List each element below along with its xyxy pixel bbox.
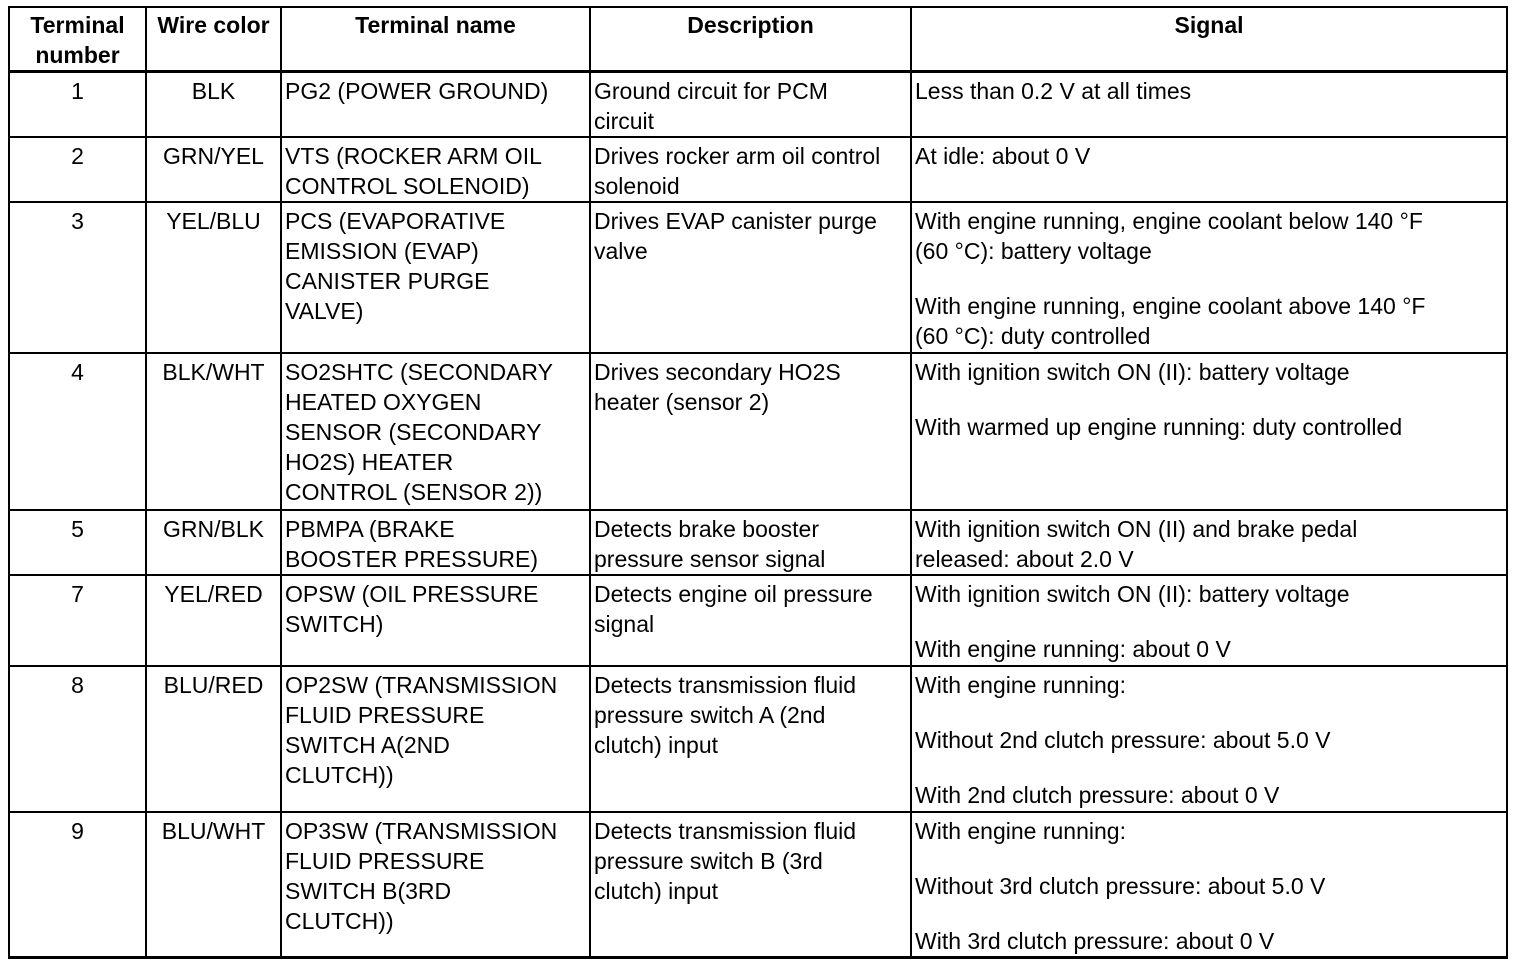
table-row — [9, 812, 1507, 958]
signal-line: With engine running, engine coolant above 140 °F — [915, 293, 1426, 319]
header-terminal-number — [9, 7, 146, 72]
terminal-number-cell: 8 — [9, 666, 146, 812]
terminal-name-cell — [281, 666, 590, 812]
terminal-name-line: OPSW (OIL PRESSURE — [285, 581, 539, 607]
terminal-name-line: SWITCH A(2ND — [285, 732, 450, 758]
terminal-name-line: OP3SW (TRANSMISSION — [285, 818, 558, 844]
signal-line: With ignition switch ON (II): battery voltage — [915, 581, 1350, 607]
signal-paragraph-gap — [915, 901, 1506, 926]
terminal-name-line: EMISSION (EVAP) — [285, 238, 479, 264]
table-body — [9, 72, 1507, 958]
terminal-name-line: CONTROL (SENSOR 2)) — [285, 479, 543, 505]
signal-line: With ignition switch ON (II) and brake pedal — [915, 516, 1358, 542]
signal-line: With engine running: — [915, 818, 1126, 844]
description-line: clutch) input — [594, 878, 719, 904]
terminal-number-cell: 3 — [9, 202, 146, 353]
terminal-number-cell: 4 — [9, 353, 146, 510]
terminal-number-cell: 2 — [9, 137, 146, 202]
signal-paragraph-gap — [915, 387, 1506, 412]
description-line: Detects transmission fluid — [594, 818, 857, 844]
terminal-number-cell: 9 — [9, 812, 146, 958]
description-cell — [590, 353, 911, 510]
terminal-name-line: CLUTCH)) — [285, 908, 394, 934]
header-terminal-number-line1: Terminal — [30, 12, 125, 38]
wire-color-cell: BLK — [146, 72, 281, 138]
terminal-name-line: PCS (EVAPORATIVE — [285, 208, 506, 234]
signal-cell — [911, 666, 1507, 812]
terminal-name-line: CLUTCH)) — [285, 762, 394, 788]
description-line: Drives secondary HO2S — [594, 359, 841, 385]
signal-line: (60 °C): battery voltage — [915, 238, 1152, 264]
terminal-name-cell — [281, 72, 590, 138]
description-line: pressure switch A (2nd — [594, 702, 826, 728]
header-signal: Signal — [911, 7, 1507, 72]
terminal-name-line: VALVE) — [285, 298, 364, 324]
description-line: Drives rocker arm oil control — [594, 143, 881, 169]
terminal-name-line: OP2SW (TRANSMISSION — [285, 672, 558, 698]
signal-line: At idle: about 0 V — [915, 143, 1091, 169]
description-line: pressure switch B (3rd — [594, 848, 823, 874]
description-line: clutch) input — [594, 732, 719, 758]
signal-cell — [911, 202, 1507, 353]
terminal-name-line: PBMPA (BRAKE — [285, 516, 455, 542]
signal-line: Without 2nd clutch pressure: about 5.0 V — [915, 727, 1331, 753]
description-line: valve — [594, 238, 648, 264]
description-cell — [590, 72, 911, 138]
table-row — [9, 72, 1507, 138]
signal-line: Less than 0.2 V at all times — [915, 78, 1192, 104]
terminal-number-cell: 7 — [9, 575, 146, 666]
table-row — [9, 202, 1507, 353]
terminal-name-line: FLUID PRESSURE — [285, 848, 485, 874]
header-row — [9, 7, 1507, 72]
terminal-name-line: BOOSTER PRESSURE) — [285, 546, 539, 572]
wire-color-cell: YEL/BLU — [146, 202, 281, 353]
terminal-name-line: SENSOR (SECONDARY — [285, 419, 542, 445]
wire-color-cell: GRN/YEL — [146, 137, 281, 202]
signal-cell — [911, 72, 1507, 138]
signal-line: With ignition switch ON (II): battery voltage — [915, 359, 1350, 385]
header-description: Description — [590, 7, 911, 72]
description-line: signal — [594, 611, 655, 637]
signal-paragraph-gap — [915, 755, 1506, 780]
signal-line: With engine running: — [915, 672, 1126, 698]
terminal-number-cell: 1 — [9, 72, 146, 138]
table-row — [9, 575, 1507, 666]
terminal-name-line: PG2 (POWER GROUND) — [285, 78, 549, 104]
signal-line: Without 3rd clutch pressure: about 5.0 V — [915, 873, 1326, 899]
description-line: circuit — [594, 108, 655, 134]
terminal-name-line: CANISTER PURGE — [285, 268, 490, 294]
description-cell — [590, 812, 911, 958]
signal-cell — [911, 812, 1507, 958]
description-line: Detects transmission fluid — [594, 672, 857, 698]
table-row — [9, 666, 1507, 812]
terminal-table — [8, 6, 1508, 959]
description-line: solenoid — [594, 173, 680, 199]
terminal-name-line: HO2S) HEATER — [285, 449, 454, 475]
terminal-name-cell — [281, 575, 590, 666]
signal-cell — [911, 353, 1507, 510]
description-line: Ground circuit for PCM — [594, 78, 828, 104]
description-line: pressure sensor signal — [594, 546, 826, 572]
signal-line: With engine running: about 0 V — [915, 636, 1231, 662]
signal-line: With warmed up engine running: duty controlled — [915, 414, 1403, 440]
wire-color-cell: BLU/RED — [146, 666, 281, 812]
description-cell — [590, 137, 911, 202]
table-row — [9, 137, 1507, 202]
terminal-name-line: SO2SHTC (SECONDARY — [285, 359, 553, 385]
signal-cell — [911, 510, 1507, 575]
description-line: Drives EVAP canister purge — [594, 208, 877, 234]
header-terminal-number-line2: number — [35, 42, 120, 68]
signal-line: With engine running, engine coolant below 140 °F — [915, 208, 1423, 234]
signal-paragraph-gap — [915, 266, 1506, 291]
signal-line: (60 °C): duty controlled — [915, 323, 1151, 349]
description-line: heater (sensor 2) — [594, 389, 770, 415]
description-cell — [590, 510, 911, 575]
signal-cell — [911, 137, 1507, 202]
signal-line: released: about 2.0 V — [915, 546, 1134, 572]
wire-color-cell: YEL/RED — [146, 575, 281, 666]
table-row — [9, 510, 1507, 575]
table-row — [9, 353, 1507, 510]
description-line: Detects engine oil pressure — [594, 581, 873, 607]
terminal-name-line: VTS (ROCKER ARM OIL — [285, 143, 542, 169]
terminal-name-line: SWITCH) — [285, 611, 384, 637]
wire-color-cell: GRN/BLK — [146, 510, 281, 575]
terminal-name-line: FLUID PRESSURE — [285, 702, 485, 728]
terminal-name-cell — [281, 510, 590, 575]
wire-color-cell: BLK/WHT — [146, 353, 281, 510]
terminal-name-cell — [281, 137, 590, 202]
terminal-number-cell: 5 — [9, 510, 146, 575]
terminal-name-cell — [281, 353, 590, 510]
signal-line: With 3rd clutch pressure: about 0 V — [915, 928, 1275, 954]
description-cell — [590, 202, 911, 353]
header-wire-color: Wire color — [146, 7, 281, 72]
wire-color-cell: BLU/WHT — [146, 812, 281, 958]
header-terminal-name: Terminal name — [281, 7, 590, 72]
terminal-name-cell — [281, 812, 590, 958]
terminal-name-line: CONTROL SOLENOID) — [285, 173, 530, 199]
signal-paragraph-gap — [915, 846, 1506, 871]
signal-paragraph-gap — [915, 609, 1506, 634]
signal-paragraph-gap — [915, 700, 1506, 725]
signal-cell — [911, 575, 1507, 666]
description-cell — [590, 575, 911, 666]
terminal-name-cell — [281, 202, 590, 353]
terminal-name-line: HEATED OXYGEN — [285, 389, 482, 415]
description-cell — [590, 666, 911, 812]
description-line: Detects brake booster — [594, 516, 820, 542]
signal-line: With 2nd clutch pressure: about 0 V — [915, 782, 1280, 808]
terminal-name-line: SWITCH B(3RD — [285, 878, 452, 904]
